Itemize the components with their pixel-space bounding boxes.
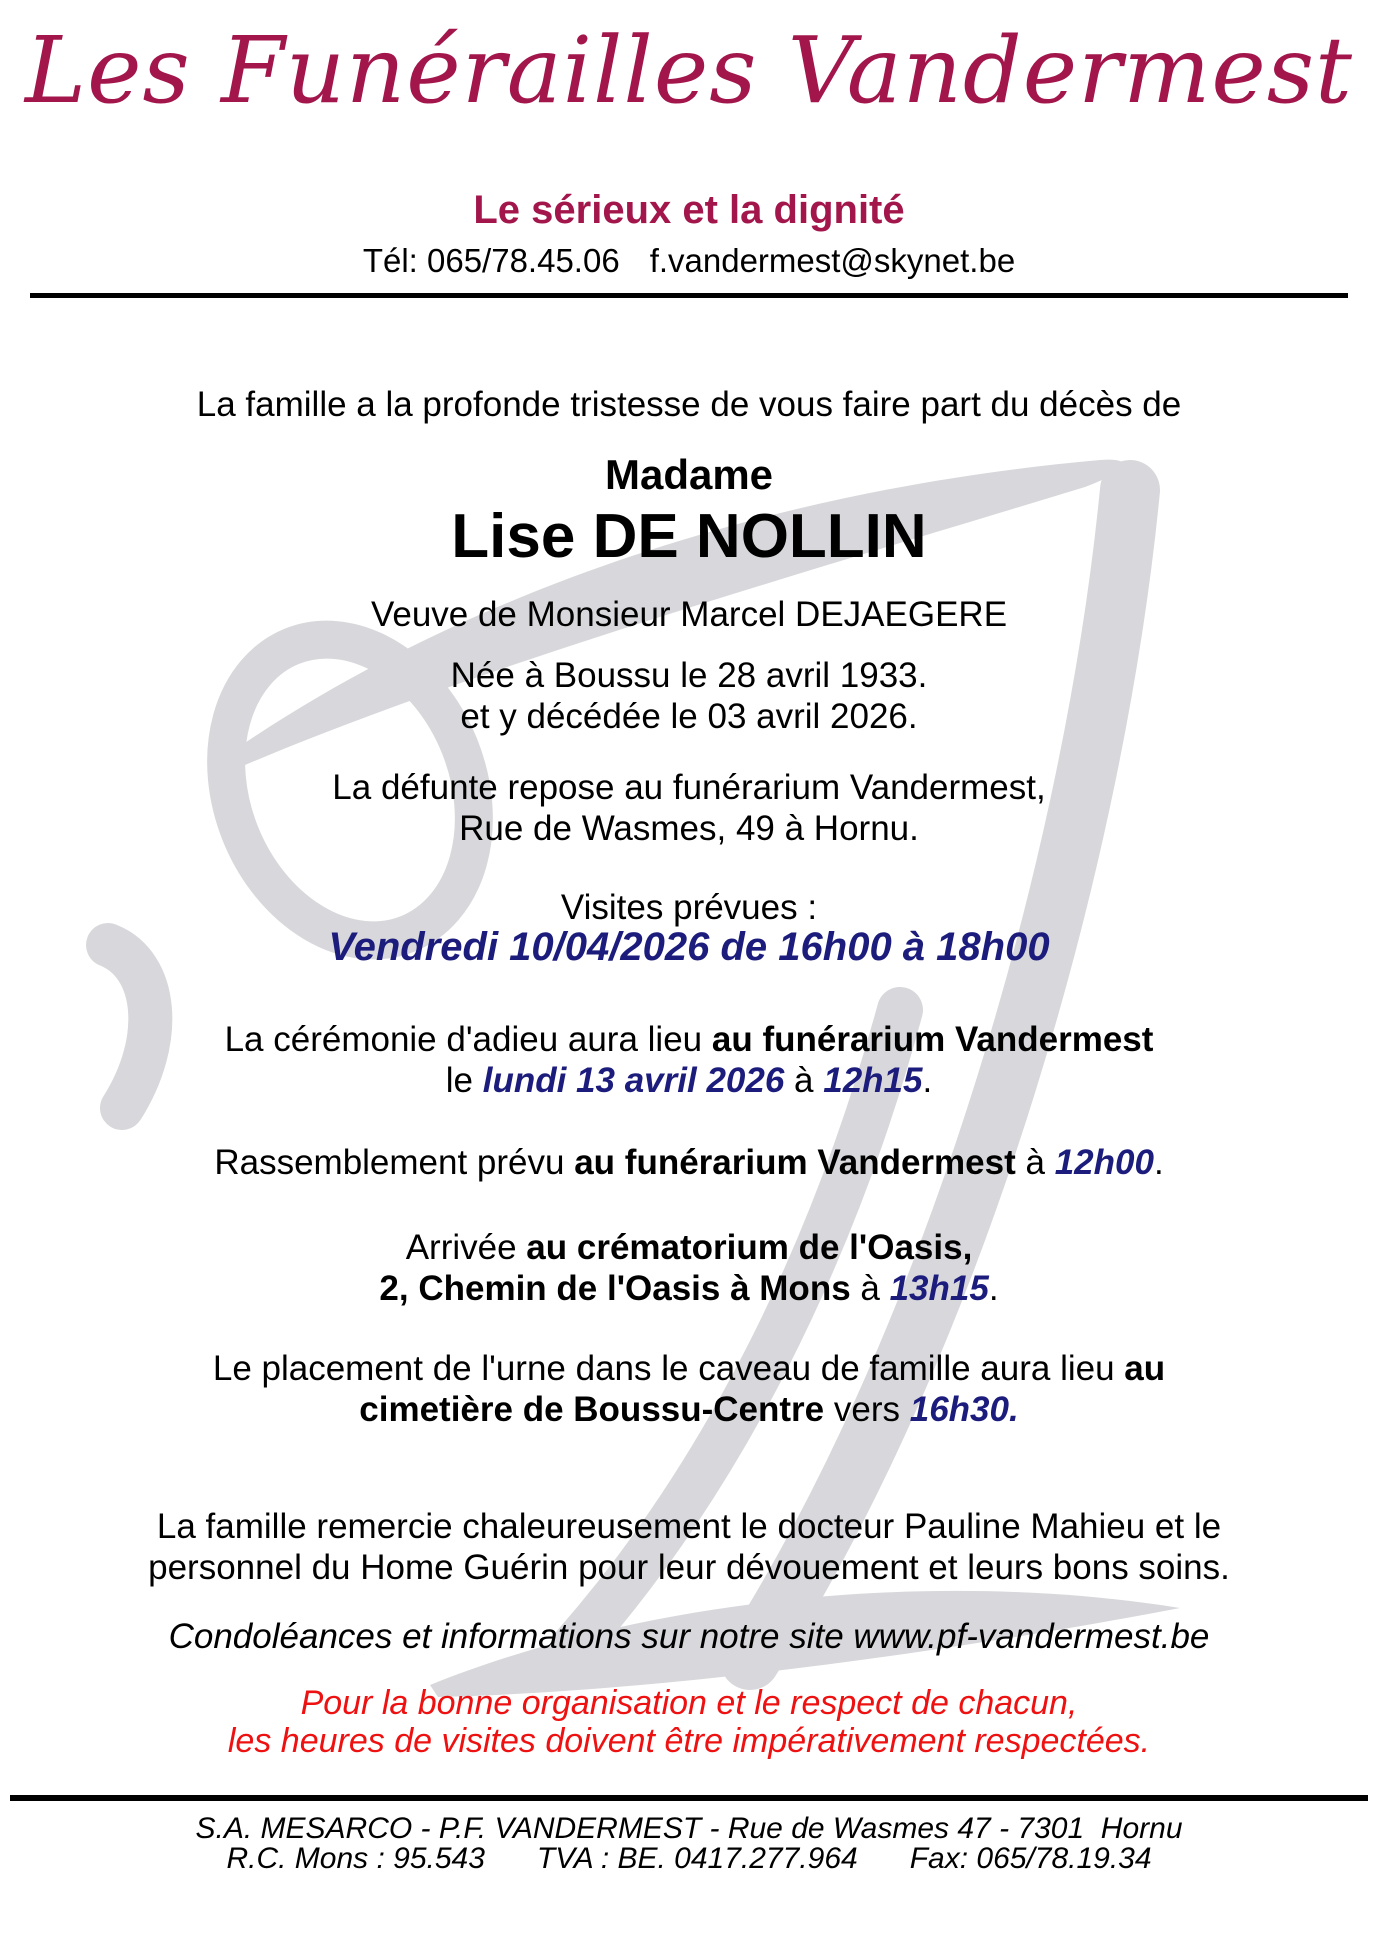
- ceremony-date-mid: à: [784, 1061, 824, 1100]
- arrival-place: au crématorium de l'Oasis,: [526, 1228, 973, 1267]
- brand-tagline: Le sérieux et la dignité: [473, 188, 905, 232]
- gathering-line: [0, 1143, 1378, 1183]
- repose-address: Rue de Wasmes, 49 à Hornu.: [459, 809, 919, 848]
- header-divider: [30, 293, 1348, 298]
- gathering-place: au funérarium Vandermest: [574, 1143, 1016, 1182]
- urn-bold-au: au: [1124, 1349, 1166, 1388]
- condolences-line: Condoléances et informations sur notre site www.pf-vandermest.be: [168, 1617, 1210, 1656]
- urn-cemetery: cimetière de Boussu-Centre: [359, 1390, 825, 1429]
- repose-block: [0, 767, 1378, 849]
- relation-line: Veuve de Monsieur Marcel DEJAEGERE: [370, 595, 1008, 634]
- death-line: et y décédée le 03 avril 2026.: [460, 697, 918, 736]
- arrival-period: .: [988, 1269, 999, 1308]
- ceremony-intro: La cérémonie d'adieu aura lieu: [224, 1020, 712, 1059]
- email-address: f.vandermest@skynet.be: [649, 242, 1016, 279]
- phone-number: Tél: 065/78.45.06: [362, 242, 620, 279]
- intro-sentence: La famille a la profonde tristesse de vous faire part du décès de: [196, 385, 1182, 424]
- footer-divider: [10, 1795, 1368, 1801]
- visiting-hours-notice: [0, 1684, 1378, 1760]
- arrival-block: [0, 1227, 1378, 1309]
- birth-line: Née à Boussu le 28 avril 1933.: [450, 656, 928, 695]
- arrival-time: 13h15: [889, 1269, 989, 1308]
- civility-title: Madame: [604, 451, 774, 498]
- arrival-pre: Arrivée: [405, 1228, 527, 1267]
- arrival-mid: à: [850, 1269, 890, 1308]
- deceased-name: Lise DE NOLLIN: [451, 502, 927, 571]
- urn-mid: vers: [824, 1390, 910, 1429]
- thanks-line2: personnel du Home Guérin pour leur dévouement et leurs bons soins.: [148, 1548, 1230, 1587]
- thanks-block: [0, 1506, 1378, 1588]
- ceremony-period: .: [922, 1061, 933, 1100]
- urn-time: 16h30.: [909, 1390, 1019, 1429]
- gathering-period: .: [1153, 1143, 1164, 1182]
- visits-label: Visites prévues :: [560, 888, 818, 927]
- footer-company-line: S.A. MESARCO - P.F. VANDERMEST - Rue de Wasmes 47 - 7301 Hornu: [195, 1812, 1183, 1845]
- ceremony-place: au funérarium Vandermest: [711, 1020, 1154, 1059]
- gathering-mid: à: [1015, 1143, 1055, 1182]
- gathering-time: 12h00: [1054, 1143, 1154, 1182]
- footer-legal-line: [0, 1842, 1378, 1875]
- visits-schedule: Vendredi 10/04/2026 de 16h00 à 18h00: [328, 925, 1050, 969]
- urn-block: [0, 1348, 1378, 1430]
- ceremony-date-pre: le: [445, 1061, 483, 1100]
- footer-fax: Fax: 065/78.19.34: [909, 1842, 1152, 1875]
- birth-death-block: [0, 655, 1378, 737]
- ceremony-block: [0, 1019, 1378, 1101]
- contact-row: [0, 243, 1378, 279]
- arrival-address: 2, Chemin de l'Oasis à Mons: [379, 1269, 851, 1308]
- notice-line1: Pour la bonne organisation et le respect de chacun,: [300, 1684, 1078, 1722]
- repose-line: La défunte repose au funérarium Vandermest,: [332, 768, 1046, 807]
- urn-pre: Le placement de l'urne dans le caveau de famille aura lieu: [212, 1349, 1125, 1388]
- footer-tva: TVA : BE. 0417.277.964: [536, 1842, 858, 1875]
- notice-line2: les heures de visites doivent être impérativement respectées.: [227, 1722, 1151, 1760]
- gathering-pre: Rassemblement prévu: [214, 1143, 575, 1182]
- footer-rc: R.C. Mons : 95.543: [226, 1842, 485, 1875]
- brand-logo-text: Les Funérailles Vandermest: [24, 17, 1354, 124]
- thanks-line1: La famille remercie chaleureusement le docteur Pauline Mahieu et le: [156, 1507, 1222, 1546]
- ceremony-date: lundi 13 avril 2026: [482, 1061, 785, 1100]
- ceremony-time: 12h15: [823, 1061, 923, 1100]
